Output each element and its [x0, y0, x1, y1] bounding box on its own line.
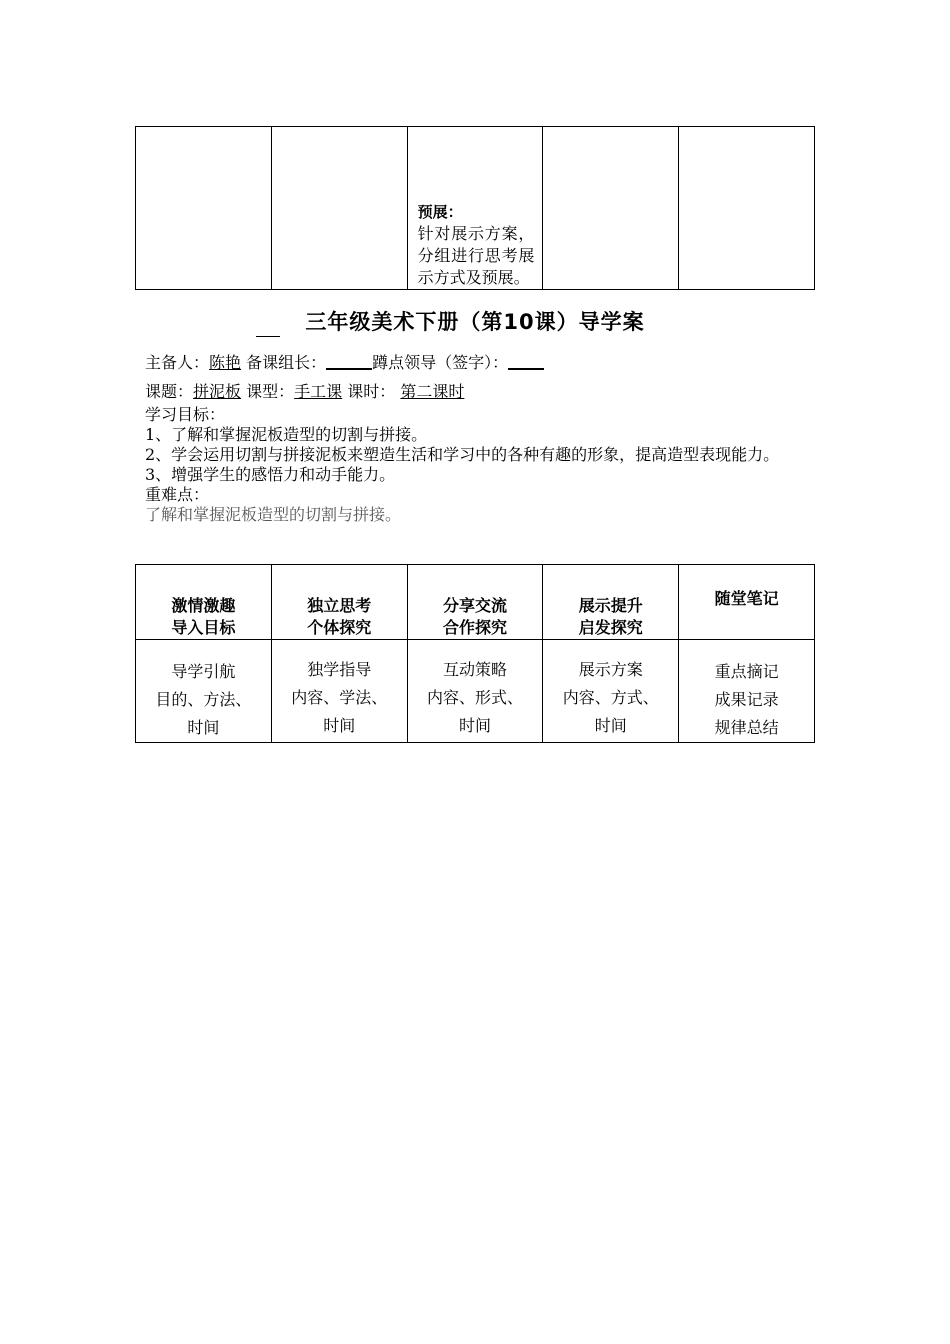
table-cell: 独学指导 内容、学法、 时间	[271, 640, 407, 743]
topic-value: 拼泥板	[193, 382, 242, 401]
table-cell: 导学引航 目的、方法、 时间	[136, 640, 272, 743]
leader-sign-blank	[508, 356, 544, 370]
key-points-heading: 重难点：	[145, 485, 210, 504]
table-row	[136, 640, 815, 743]
type-label: 课型：	[246, 382, 295, 401]
meta-line-people	[145, 353, 544, 373]
preview-cell	[407, 127, 543, 290]
meta-line-course	[145, 382, 464, 402]
objective-item: 3、增强学生的感悟力和动手能力。	[145, 465, 396, 484]
header-cell: 随堂笔记	[679, 565, 815, 640]
page-title: 三年级美术下册（第10课）导学案	[305, 310, 645, 334]
leader-sign-label: 蹲点领导（签字）：	[372, 353, 509, 372]
period-value: 第二课时	[400, 382, 465, 401]
title-underline-mark	[256, 336, 280, 337]
group-leader-label: 备课组长：	[246, 353, 327, 372]
type-value: 手工课	[294, 382, 343, 401]
table-cell	[679, 127, 815, 290]
key-points-text: 了解和掌握泥板造型的切割与拼接。	[145, 505, 402, 524]
topic-label: 课题：	[145, 382, 194, 401]
table-cell: 互动策略 内容、形式、 时间	[407, 640, 543, 743]
header-cell: 激情激趣 导入目标	[136, 565, 272, 640]
table-cell	[271, 127, 407, 290]
group-leader-blank	[326, 356, 372, 370]
preparer-name: 陈艳	[209, 353, 242, 372]
table-cell: 展示方案 内容、方式、 时间	[543, 640, 679, 743]
preview-heading: 预展：	[417, 203, 463, 221]
table-cell: 重点摘记 成果记录 规律总结	[679, 640, 815, 743]
objectives-heading: 学习目标：	[145, 405, 226, 424]
objective-item: 1、了解和掌握泥板造型的切割与拼接。	[145, 425, 428, 444]
table-cell	[136, 127, 272, 290]
period-label: 课时：	[347, 382, 396, 401]
preview-text: 针对展示方案，分组进行思考展示方式及预展。	[417, 224, 535, 287]
objective-item: 2、学会运用切割与拼接泥板来塑造生活和学习中的各种有趣的形象，提高造型表现能力。	[145, 445, 780, 464]
guide-table	[135, 564, 815, 743]
header-cell: 分享交流 合作探究	[407, 565, 543, 640]
header-cell: 独立思考 个体探究	[271, 565, 407, 640]
previous-table	[135, 126, 815, 290]
header-cell: 展示提升 启发探究	[543, 565, 679, 640]
table-cell	[543, 127, 679, 290]
objectives-section	[145, 405, 815, 525]
preparer-label: 主备人：	[145, 353, 210, 372]
table-header-row	[136, 565, 815, 640]
